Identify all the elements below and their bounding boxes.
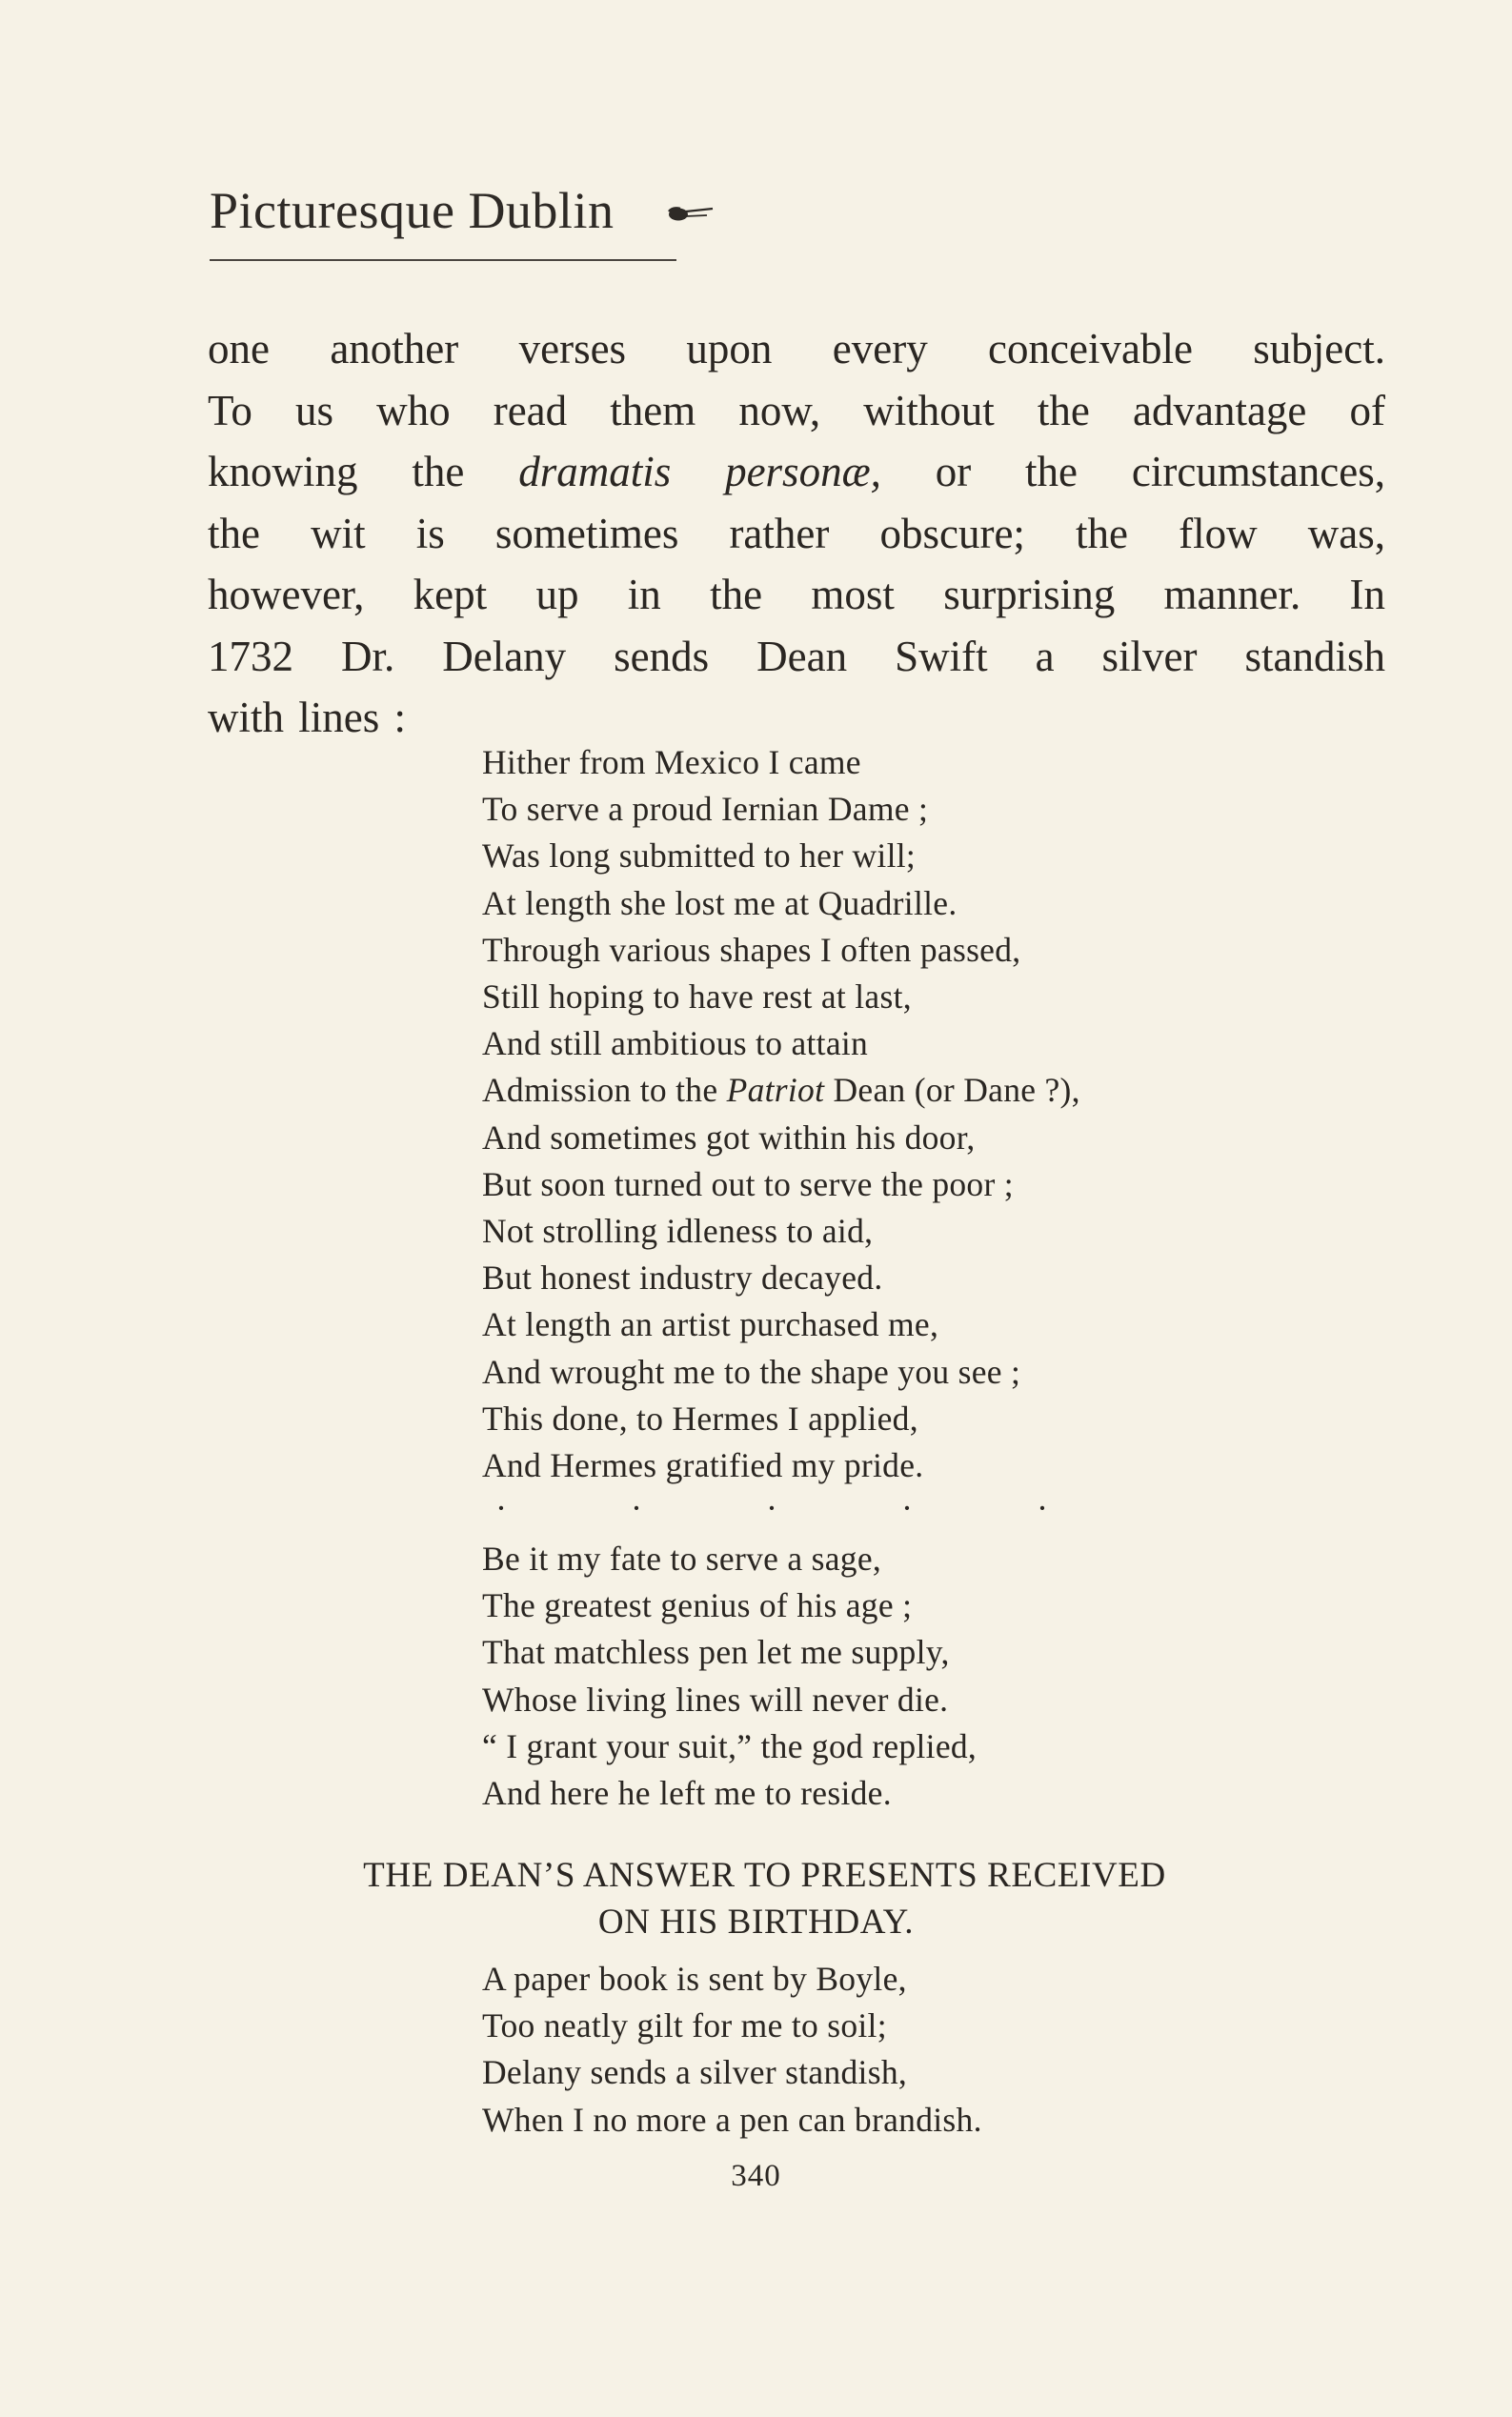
verse-line: At length an artist purchased me, [482,1305,939,1344]
hand-pointer-ornament-icon [663,203,716,229]
verse-line: The greatest genius of his age ; [482,1586,913,1625]
prose-line: one another verses upon every conceivable subject. [208,325,1385,373]
verse-line: Delany sends a silver standish, [482,2053,908,2092]
italic-phrase: dramatis personæ, [518,448,881,495]
verse-line: Hither from Mexico I came [482,743,861,781]
verse-line: And wrought me to the shape you see ; [482,1352,1021,1391]
section-title [0,1852,1512,1945]
poem-deans-answer [482,1956,982,2144]
italic-word: Patriot [726,1071,825,1110]
verse-line: And here he left me to reside. [482,1774,892,1813]
poem-sage-verses [482,1536,977,1817]
verse-line: “ I grant your suit,” the god replied, [482,1726,978,1765]
prose-line: with lines : [208,694,406,741]
prose-line: the wit is sometimes rather obscure; the flow was, [208,509,1385,557]
prose-fragment: or the circumstances, [880,448,1385,495]
verse-line: But soon turned out to serve the poor ; [482,1164,1014,1203]
verse-line: To serve a proud Iernian Dame ; [482,790,929,829]
poem-standish-verses [482,739,1080,1489]
verse-line: When I no more a pen can brandish. [482,2100,982,2139]
verse-line: And still ambitious to attain [482,1024,869,1063]
page-number: 340 [731,2159,781,2193]
verse-line: And sometimes got within his door, [482,1118,976,1157]
section-title-line: THE DEAN’S ANSWER TO PRESENTS RECEIVED [363,1856,1166,1895]
verse-line: Too neatly gilt for me to soil; [482,2006,887,2045]
verse-line: Whose living lines will never die. [482,1680,949,1719]
ellipsis-dot: · [1037,1489,1048,1527]
verse-line: Still hoping to have rest at last, [482,977,912,1017]
verse-line: This done, to Hermes I applied, [482,1399,918,1438]
verse-fragment: Dean (or Dane ?), [824,1071,1080,1110]
prose-fragment: knowing the [208,448,519,495]
page-header [210,181,716,240]
prose-line: however, kept up in the most surprising manner. In [208,571,1385,618]
verse-line: Not strolling idleness to aid, [482,1212,874,1251]
verse-line: At length she lost me at Quadrille. [482,883,958,922]
verse-line: Was long submitted to her will; [482,836,917,876]
verse-fragment: Admission to the [482,1071,727,1110]
verse-line: A paper book is sent by Boyle, [482,1960,907,1998]
verse-line: But honest industry decayed. [482,1259,883,1298]
prose-line: To us who read them now, without the advantage of [208,386,1385,434]
verse-line: Be it my fate to serve a sage, [482,1540,882,1578]
verse-line: That matchless pen let me supply, [482,1633,950,1672]
prose-line [208,441,1385,503]
ellipsis-dot: · [766,1489,777,1527]
ellipsis-dot: · [631,1489,642,1527]
running-head: Picturesque Dublin [210,182,615,239]
verse-line: And Hermes gratified my pride. [482,1446,924,1485]
section-title-line: ON HIS BIRTHDAY. [597,1903,915,1942]
prose-line: 1732 Dr. Delany sends Dean Swift a silver standish [208,632,1385,680]
verse-line [482,1067,1080,1114]
verse-line: Through various shapes I often passed, [482,930,1021,969]
ellipsis-dot: · [901,1489,913,1527]
header-rule [210,259,676,261]
ellipsis-dots [495,1489,1048,1527]
ellipsis-dot: · [495,1489,507,1527]
prose-paragraph [208,318,1385,749]
